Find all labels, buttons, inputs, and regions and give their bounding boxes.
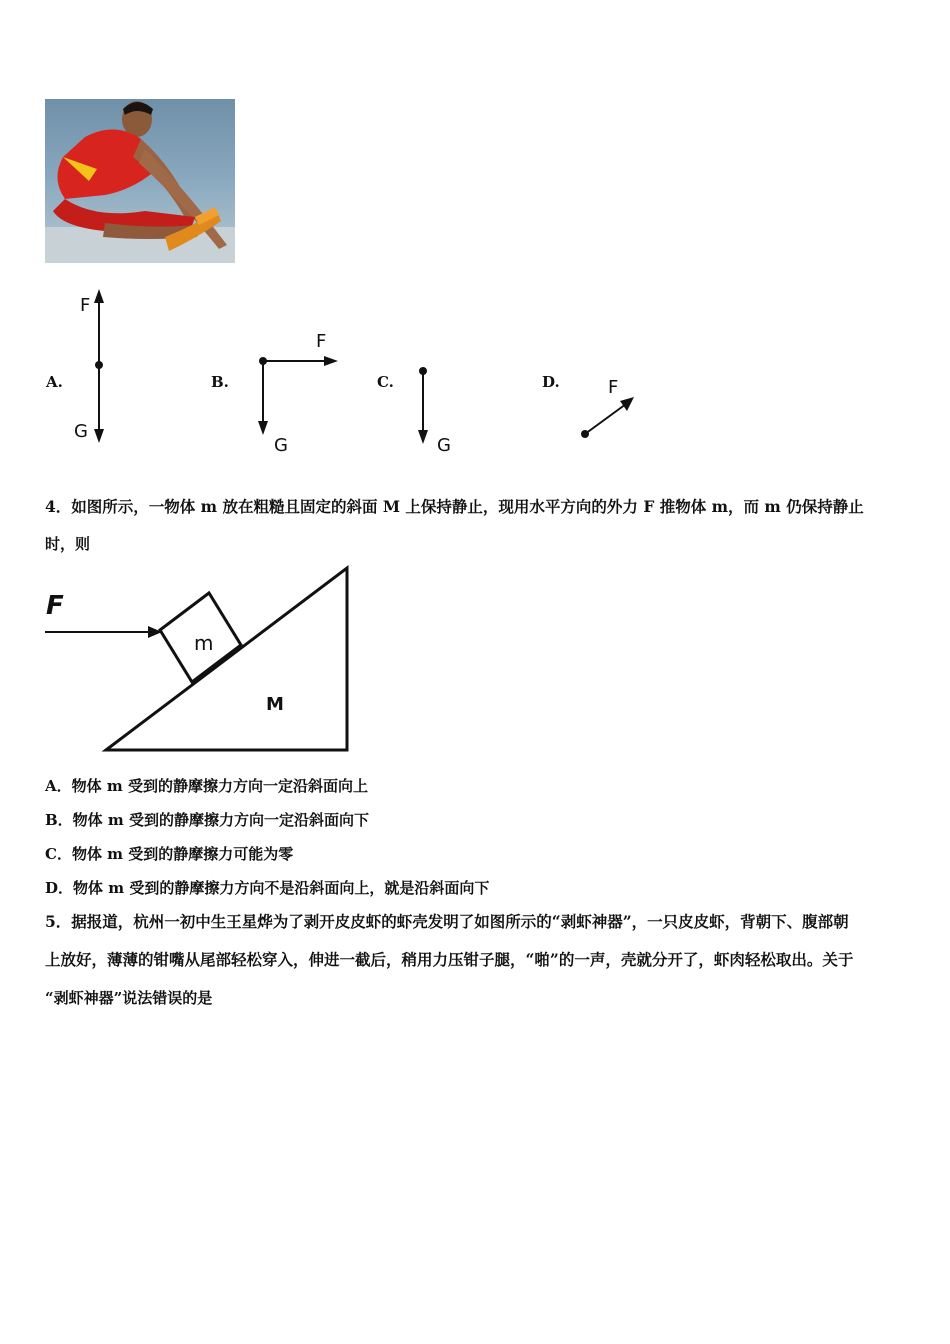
long-jump-photo <box>45 99 235 263</box>
force-g-label: G <box>437 435 451 456</box>
q4-stem-line2: 时，则 <box>45 535 91 553</box>
force-g-label: G <box>274 435 288 455</box>
incline-force-label: F <box>46 591 64 621</box>
option-b-label: B. <box>211 373 229 391</box>
q4-option-c: C．物体 m 受到的静摩擦力可能为零 <box>45 845 294 863</box>
q4-stem-line1: 4．如图所示，一物体 m 放在粗糙且固定的斜面 M 上保持静止，现用水平方向的外力 F 推物体 m，而 m 仍保持静止 <box>45 497 864 516</box>
q4-option-d: D．物体 m 受到的静摩擦力方向不是沿斜面向上，就是沿斜面向下 <box>45 879 490 897</box>
block-m-label: m <box>194 631 214 655</box>
force-f-label: F <box>608 377 619 398</box>
force-g-label: G <box>74 421 88 442</box>
q4-option-b: B．物体 m 受到的静摩擦力方向一定沿斜面向下 <box>45 811 369 829</box>
option-a-label: A. <box>46 373 63 391</box>
force-f-label: F <box>316 331 327 352</box>
athlete-illustration <box>45 99 235 263</box>
q5-stem-line1: 5．据报道，杭州一初中生王星烨为了剥开皮皮虾的虾壳发明了如图所示的“剥虾神器”，一只皮皮虾，背朝下、腹部朝 <box>45 912 849 931</box>
force-diagram-c <box>410 360 470 460</box>
force-diagram-b <box>250 325 350 455</box>
force-diagram-d <box>570 370 650 450</box>
incline-label: M <box>266 694 284 715</box>
q4-option-a: A．物体 m 受到的静摩擦力方向一定沿斜面向上 <box>45 777 368 795</box>
q5-stem-line3: “剥虾神器”说法错误的是 <box>45 989 213 1007</box>
option-c-label: C. <box>377 373 394 391</box>
force-f-label: F <box>80 295 91 316</box>
q5-stem-line2: 上放好，薄薄的钳嘴从尾部轻松穿入，伸进一截后，稍用力压钳子腿，“啪”的一声，壳就分开了，虾肉轻松取出。关于 <box>45 950 854 969</box>
option-d-label: D. <box>542 373 560 391</box>
force-diagram-a <box>70 285 130 450</box>
incline-figure <box>44 562 359 758</box>
